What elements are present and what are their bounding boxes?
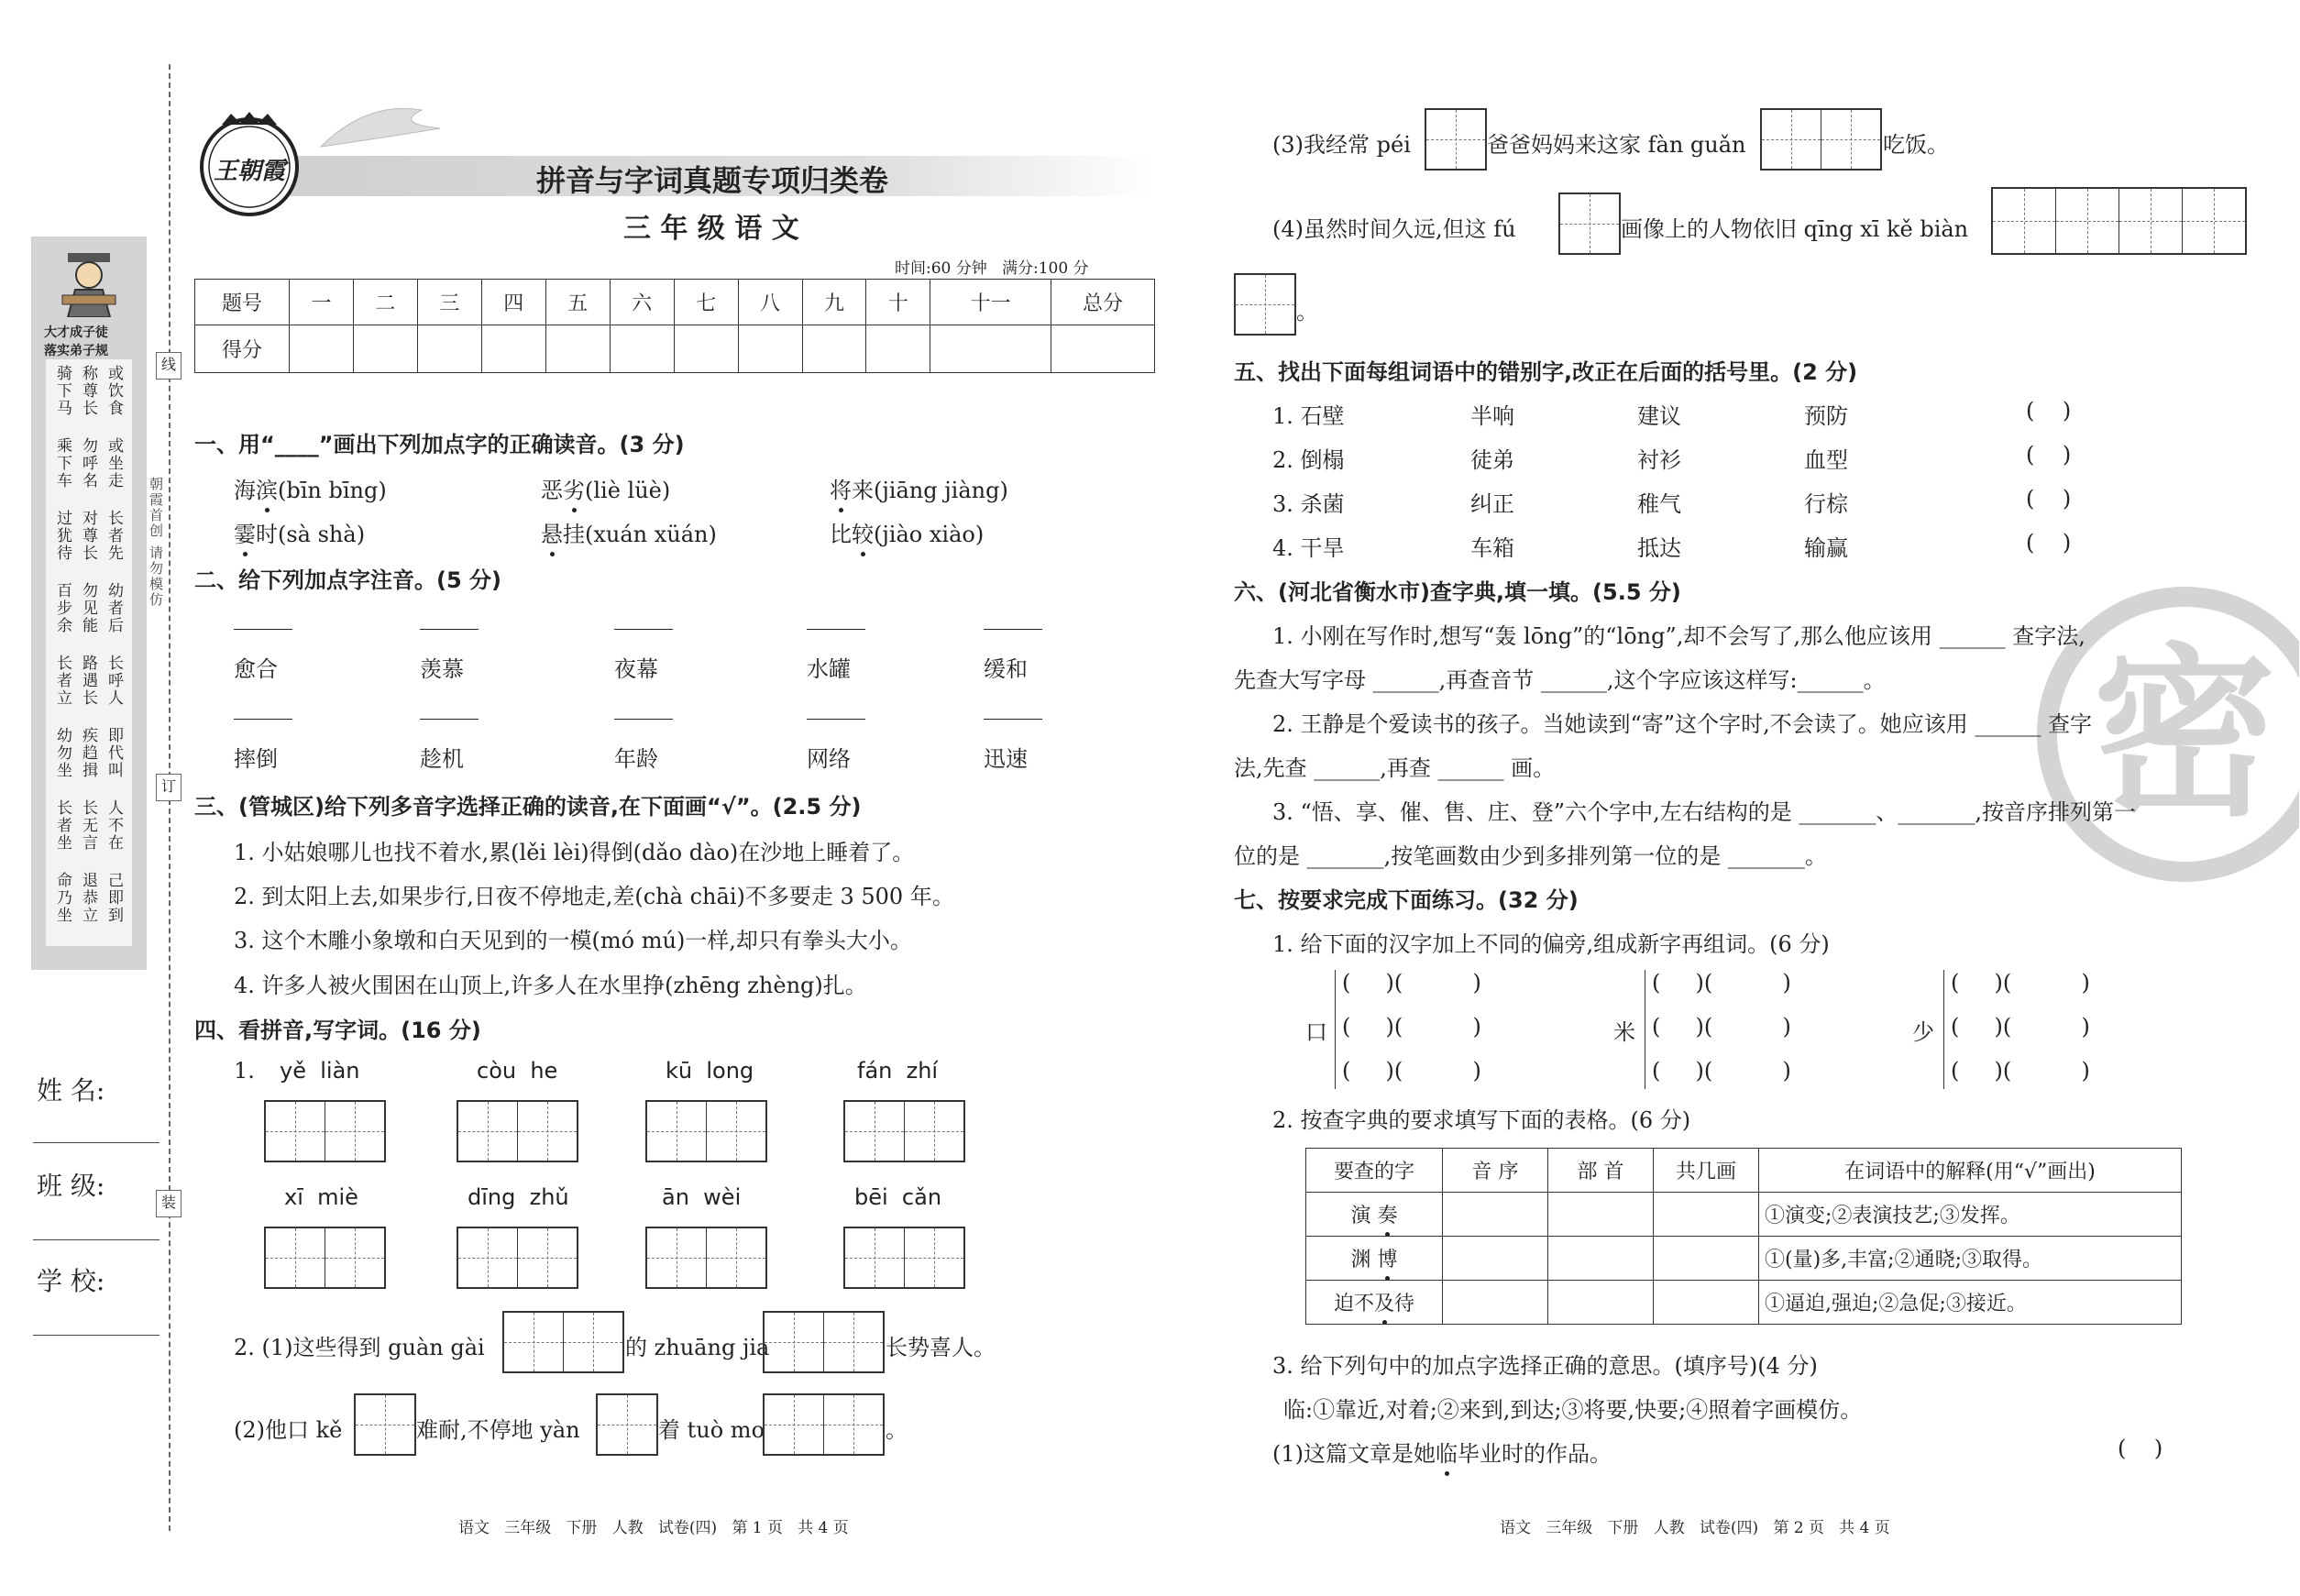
s5-answer-paren[interactable]: ( ) (2026, 442, 2072, 468)
s1-options: (xuán xüán) (585, 522, 717, 547)
motto-col: 幼勿坐 (53, 727, 72, 779)
score-header: 题号 (195, 280, 290, 325)
s3-line: 3. 这个木雕小象墩和白天见到的一模(mó mú)一样,却只有拳头大小。 (234, 928, 912, 953)
pinyin-answer-line[interactable] (614, 719, 673, 720)
score-cell[interactable] (545, 325, 610, 373)
motto-col: 过犹待 (53, 510, 72, 562)
score-cell[interactable] (930, 325, 1051, 373)
s5-item: 预防 (1804, 403, 1848, 429)
pinyin-answer-line[interactable] (984, 629, 1042, 630)
dict-meaning[interactable]: ①(量)多,丰富;②通晓;③取得。 (1759, 1237, 2182, 1281)
motto-col: 命乃坐 (53, 872, 72, 924)
score-cell[interactable] (610, 325, 674, 373)
s6-line: 2. 王静是个爱读书的孩子。当她读到“寄”这个字时,不会读了。她应该用 ______ 查字 (1272, 711, 2092, 737)
s2-word: 摔倒 (234, 746, 278, 772)
brace (1335, 970, 1336, 1089)
dict-meaning[interactable]: ①逼迫,强迫;②急促;③接近。 (1759, 1281, 2182, 1325)
s4-pinyin: bēi cǎn (854, 1184, 942, 1210)
score-cell[interactable] (290, 325, 354, 373)
s4-q2b-text: 着 tuò mo (658, 1417, 765, 1443)
motto-col: 或饮食 (105, 365, 123, 417)
s2-word: 缓和 (984, 656, 1028, 682)
motto-col: 路遇长 (79, 655, 97, 707)
s3-line: 4. 许多人被火围困在山顶上,许多人在水里挣(zhēng zhèng)扎。 (234, 973, 867, 998)
score-header: 八 (738, 280, 802, 325)
time-score: 时间:60 分钟 满分:100 分 (895, 259, 1089, 278)
s2-word: 水罐 (807, 656, 851, 682)
writing-grid[interactable] (1760, 108, 1882, 171)
pinyin-answer-line[interactable] (807, 719, 865, 720)
footer-left: 语文 三年级 下册 人教 试卷(四) 第 1 页 共 4 页 (458, 1519, 849, 1537)
s4-q2a-text: 2. (1)这些得到 guàn gài (234, 1335, 485, 1360)
motto-col: 对尊长 (79, 510, 97, 562)
s1-dotted-char: 将 (830, 472, 852, 504)
s7-q1: 1. 给下面的汉字加上不同的偏旁,组成新字再组词。(6 分) (1272, 931, 1830, 957)
score-header: 十一 (930, 280, 1051, 325)
score-header: 七 (674, 280, 738, 325)
dict-word: 演 奏 (1306, 1193, 1443, 1237)
s5-item: 3. 杀菌 (1272, 491, 1345, 517)
s2-word: 趁机 (420, 746, 464, 772)
s4-q2b-text: 。 (886, 1417, 908, 1443)
s5-item: 建议 (1637, 403, 1681, 429)
s2-word: 迅速 (984, 746, 1028, 772)
s4-pinyin: còu he (477, 1058, 558, 1084)
dict-cell[interactable] (1654, 1281, 1759, 1325)
s7-blank[interactable]: ( )( ) (1652, 970, 1791, 996)
dict-header: 要查的字 (1306, 1149, 1443, 1193)
exam-title: 拼音与字词真题专项归类卷 (536, 163, 889, 198)
dict-cell[interactable] (1443, 1193, 1548, 1237)
s4-q3-text: 吃饭。 (1883, 132, 1949, 158)
writing-grid[interactable] (843, 1227, 965, 1289)
s1-dotted-char: 劣 (563, 472, 585, 504)
s2-word: 愈合 (234, 656, 278, 682)
score-header: 四 (481, 280, 545, 325)
pinyin-answer-line[interactable] (234, 629, 292, 630)
motto-col: 长呼人 (105, 655, 123, 707)
pinyin-answer-line[interactable] (234, 719, 292, 720)
score-cell[interactable] (738, 325, 802, 373)
scholar-figure (59, 249, 119, 317)
s7-base-char: 口 (1305, 1019, 1327, 1045)
s4-pinyin: xī miè (284, 1184, 358, 1210)
s4-q3-text: 爸爸妈妈来这家 fàn guǎn (1487, 132, 1746, 158)
writing-grid[interactable] (763, 1393, 885, 1456)
score-header: 五 (545, 280, 610, 325)
score-table (194, 279, 1155, 373)
dict-dotted-char: 博 (1377, 1244, 1397, 1272)
dict-dotted-char: 及 (1374, 1288, 1394, 1316)
s5-item: 输赢 (1804, 535, 1848, 561)
name-input-line[interactable] (33, 1142, 160, 1143)
s4-pinyin: dīng zhǔ (468, 1184, 569, 1210)
pinyin-answer-line[interactable] (614, 629, 673, 630)
dict-meaning[interactable]: ①演变;②表演技艺;③发挥。 (1759, 1193, 2182, 1237)
s6-line: 3. “悟、享、催、售、庄、登”六个字中,左右结构的是 _______、_______,按音序排列第一 (1272, 799, 2136, 825)
pinyin-answer-line[interactable] (420, 629, 479, 630)
s4-q3-text: (3)我经常 péi (1272, 132, 1411, 158)
s2-word: 年龄 (614, 746, 658, 772)
s1-options: (sà shà) (278, 522, 366, 547)
motto-col: 乘下车 (53, 437, 72, 490)
s1-item: 恶劣(liè lüè) (541, 472, 670, 504)
motto-col: 退恭立 (79, 872, 97, 924)
vertical-note: 朝霞首创 请勿模仿 (148, 477, 164, 608)
motto-col: 百步余 (53, 582, 72, 634)
section-7-heading: 七、按要求完成下面练习。(32 分) (1234, 887, 1579, 913)
s7-q2: 2. 按查字典的要求填写下面的表格。(6 分) (1272, 1107, 1691, 1133)
s1-dotted-char: 滨 (256, 472, 278, 504)
dict-cell[interactable] (1654, 1237, 1759, 1281)
s5-item: 衬衫 (1637, 447, 1681, 473)
section-2-heading: 二、给下列加点字注音。(5 分) (194, 567, 501, 593)
s5-item: 行棕 (1804, 491, 1848, 517)
motto-col: 骑下马 (53, 365, 72, 417)
motto-line: 落实弟子规 (44, 344, 108, 358)
section-5-heading: 五、找出下面每组词语中的错别字,改正在后面的括号里。(2 分) (1234, 359, 1858, 385)
motto-col: 称尊长 (79, 365, 97, 417)
s1-options: (bīn bīng) (278, 478, 387, 503)
s4-q2b-text: 难耐,不停地 yàn (416, 1417, 580, 1443)
writing-grid[interactable] (645, 1227, 767, 1289)
dict-word: 渊 博 (1306, 1237, 1443, 1281)
writing-grid[interactable] (264, 1100, 386, 1162)
dict-cell[interactable] (1654, 1193, 1759, 1237)
s6-line: 位的是 _______,按笔画数由少到多排列第一位的是 _______。 (1234, 843, 1827, 869)
s5-item: 1. 石壁 (1272, 403, 1345, 429)
dict-cell[interactable] (1443, 1237, 1548, 1281)
score-cell[interactable] (417, 325, 481, 373)
pinyin-answer-line[interactable] (984, 719, 1042, 720)
motto-col: 人不在 (105, 799, 123, 852)
sidebar-motto-panel (31, 237, 147, 970)
s1-options: (jiào xiào) (874, 522, 985, 547)
motto-col: 勿见能 (79, 582, 97, 634)
logo-text: 王朝霞 (213, 158, 285, 185)
score-cell[interactable] (1051, 325, 1155, 373)
s2-word: 羡慕 (420, 656, 464, 682)
s2-word: 网络 (807, 746, 851, 772)
school-input-line[interactable] (33, 1335, 160, 1336)
dict-cell[interactable] (1443, 1281, 1548, 1325)
stamp-glyph: 密 (2092, 626, 2276, 842)
motto-col: 勿呼名 (79, 437, 97, 490)
score-cell[interactable] (674, 325, 738, 373)
s4-number: 1. (234, 1058, 255, 1084)
binding-mark: 线 (156, 352, 182, 380)
writing-grid[interactable] (1425, 108, 1487, 171)
s5-item: 车箱 (1470, 535, 1514, 561)
score-header: 九 (802, 280, 866, 325)
s7-blank[interactable]: ( )( ) (1652, 1014, 1791, 1040)
s7-blank[interactable]: ( )( ) (1342, 1058, 1481, 1084)
motto-col: 长者坐 (53, 799, 72, 852)
dict-header: 共几画 (1654, 1149, 1759, 1193)
pinyin-answer-line[interactable] (807, 629, 865, 630)
s7-q3: 3. 给下列句中的加点字选择正确的意思。(填序号)(4 分) (1272, 1353, 1818, 1379)
s5-item: 抵达 (1637, 535, 1681, 561)
s4-pinyin: ān wèi (662, 1184, 742, 1210)
motto-col: 长者先 (105, 510, 123, 562)
s1-dotted-char: 霎 (234, 516, 256, 548)
s4-q4-text: 。 (1296, 299, 1318, 325)
dict-cell[interactable] (1548, 1237, 1654, 1281)
logo-badge (194, 108, 304, 218)
s5-answer-paren[interactable]: ( ) (2026, 486, 2072, 512)
dict-header: 在词语中的解释(用“√”画出) (1759, 1149, 2182, 1193)
writing-grid[interactable] (645, 1100, 767, 1162)
s1-item: 比较(jiào xiào) (830, 516, 984, 548)
exam-subtitle: 三 年 级 语 文 (623, 213, 799, 245)
dict-header: 音 序 (1443, 1149, 1548, 1193)
s5-item: 纠正 (1470, 491, 1514, 517)
dict-dotted-char: 奏 (1377, 1200, 1397, 1228)
score-header: 二 (353, 280, 417, 325)
motto-col: 幼者后 (105, 582, 123, 634)
writing-grid[interactable] (457, 1100, 578, 1162)
footer-right: 语文 三年级 下册 人教 试卷(四) 第 2 页 共 4 页 (1500, 1519, 1890, 1537)
writing-grid[interactable] (264, 1227, 386, 1289)
s5-item: 稚气 (1637, 491, 1681, 517)
motto-col: 长者立 (53, 655, 72, 707)
s7-blank[interactable]: ( )( ) (1951, 1058, 2090, 1084)
binding-mark: 装 (156, 1190, 182, 1217)
s4-q2b-text: (2)他口 kě (234, 1417, 343, 1443)
pinyin-answer-line[interactable] (420, 719, 479, 720)
motto-col: 疾趋揖 (79, 727, 97, 779)
writing-grid[interactable] (763, 1311, 885, 1373)
dict-word: 迫不及待 (1306, 1281, 1443, 1325)
writing-grid[interactable] (457, 1227, 578, 1289)
score-header: 三 (417, 280, 481, 325)
section-6-heading: 六、(河北省衡水市)查字典,填一填。(5.5 分) (1234, 579, 1681, 605)
dict-cell[interactable] (1548, 1193, 1654, 1237)
s7-blank[interactable]: ( )( ) (1652, 1058, 1791, 1084)
s7-q3-answer[interactable]: ( ) (2118, 1436, 2163, 1461)
s1-dotted-char: 悬 (541, 516, 563, 548)
motto-col: 或坐走 (105, 437, 123, 490)
motto-col: 即代叫 (105, 727, 123, 779)
school-label: 学 校: (37, 1266, 105, 1296)
s7-q3-item: (1)这篇文章是她临毕业时的作品。 (1272, 1436, 1612, 1468)
score-cell[interactable] (866, 325, 930, 373)
s4-q2a-text: 的 zhuāng jia (625, 1335, 770, 1360)
s4-q4-text: 画像上的人物依旧 qīng xī kě biàn (1621, 216, 1969, 242)
binding-mark: 订 (156, 774, 182, 801)
s1-options: (liè lüè) (585, 478, 671, 503)
s1-options: (jiāng jiàng) (874, 478, 1008, 503)
motto-columns (46, 359, 132, 946)
s1-item: 海滨(bīn bīng) (234, 472, 387, 504)
s7-q3-def: 临:①靠近,对着;②来到,到达;③将要,快要;④照着字画模仿。 (1283, 1397, 1863, 1423)
writing-grid[interactable] (1991, 187, 2247, 255)
score-label: 得分 (195, 325, 290, 373)
s4-q2a-text: 长势喜人。 (886, 1335, 996, 1360)
s4-pinyin: kū long (666, 1058, 754, 1084)
s1-dotted-char: 较 (852, 516, 874, 548)
writing-grid[interactable] (354, 1393, 416, 1456)
s7-base-char: 少 (1912, 1019, 1934, 1045)
s4-q4-text: (4)虽然时间久远,但这 fú (1272, 216, 1516, 242)
motto-col: 己即到 (105, 872, 123, 924)
score-header: 一 (290, 280, 354, 325)
s4-pinyin: fán zhí (857, 1058, 939, 1084)
section-3-heading: 三、(管城区)给下列多音字选择正确的读音,在下面画“√”。(2.5 分) (194, 794, 862, 820)
s7-blank[interactable]: ( )( ) (1342, 970, 1481, 996)
s7-base-char: 米 (1613, 1019, 1635, 1045)
s1-item: 悬挂(xuán xüán) (541, 516, 717, 548)
s7-blank[interactable]: ( )( ) (1342, 1014, 1481, 1040)
s5-item: 4. 干旱 (1272, 535, 1345, 561)
s6-line: 法,先查 ______,再查 ______ 画。 (1234, 755, 1556, 781)
writing-grid[interactable] (502, 1311, 624, 1373)
section-4-heading: 四、看拼音,写字词。(16 分) (194, 1018, 481, 1043)
writing-grid[interactable] (1234, 273, 1296, 336)
score-header: 十 (866, 280, 930, 325)
writing-grid[interactable] (596, 1393, 658, 1456)
score-header: 六 (610, 280, 674, 325)
s7-blank[interactable]: ( )( ) (1951, 1014, 2090, 1040)
s5-item: 血型 (1804, 447, 1848, 473)
dictionary-table (1305, 1148, 2182, 1325)
motto-line: 大才成子徒 (44, 325, 108, 340)
s4-pinyin: yě liàn (280, 1058, 360, 1084)
s5-answer-paren[interactable]: ( ) (2026, 398, 2072, 424)
s3-line: 2. 到太阳上去,如果步行,日夜不停地走,差(chà chāi)不多要走 3 500 年。 (234, 884, 954, 909)
s5-item: 徒弟 (1470, 447, 1514, 473)
section-1-heading: 一、用“____”画出下列加点字的正确读音。(3 分) (194, 432, 685, 457)
name-label: 姓 名: (37, 1075, 105, 1106)
s6-line: 先查大写字母 ______,再查音节 ______,这个字应该这样写:______。 (1234, 667, 1886, 693)
brace (1943, 970, 1944, 1089)
s7-dotted-char: 临 (1436, 1436, 1458, 1468)
s6-line: 1. 小刚在写作时,想写“轰 lōng”的“lōng”,却不会写了,那么他应该用 ______ 查字法, (1272, 623, 2085, 649)
writing-grid[interactable] (843, 1100, 965, 1162)
motto-col: 长无言 (79, 799, 97, 852)
s5-item: 2. 倒榻 (1272, 447, 1345, 473)
s2-word: 夜幕 (614, 656, 658, 682)
score-cell[interactable] (353, 325, 417, 373)
s5-item: 半响 (1470, 403, 1514, 429)
score-cell[interactable] (802, 325, 866, 373)
s1-item: 霎时(sà shà) (234, 516, 365, 548)
s7-blank[interactable]: ( )( ) (1951, 970, 2090, 996)
class-label: 班 级: (37, 1171, 105, 1201)
dict-header: 部 首 (1548, 1149, 1654, 1193)
writing-grid[interactable] (1558, 193, 1621, 255)
score-cell[interactable] (481, 325, 545, 373)
s5-answer-paren[interactable]: ( ) (2026, 530, 2072, 556)
s3-line: 1. 小姑娘哪儿也找不着水,累(lěi lèi)得倒(dǎo dào)在沙地上睡着了。 (234, 840, 915, 865)
ribbon-decoration (312, 92, 449, 156)
class-input-line[interactable] (33, 1239, 160, 1240)
score-header: 总分 (1051, 280, 1155, 325)
dict-cell[interactable] (1548, 1281, 1654, 1325)
s1-item: 将来(jiāng jiàng) (830, 472, 1008, 504)
